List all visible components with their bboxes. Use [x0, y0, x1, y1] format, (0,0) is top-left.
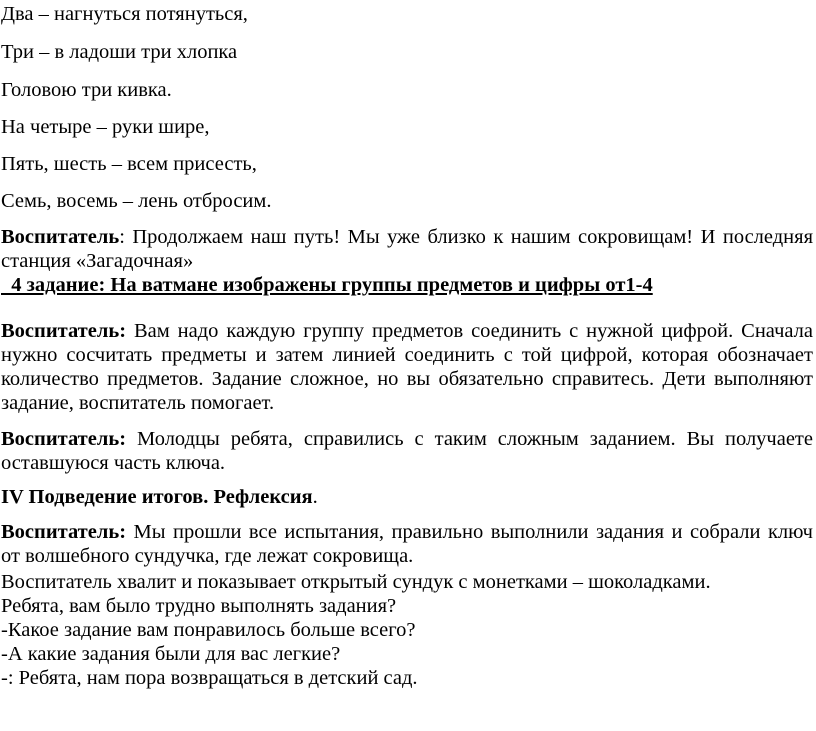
speaker-label: Воспитатель: [1, 428, 127, 450]
poem-line-5: Пять, шесть – всем присесть, [1, 153, 257, 175]
poem-line-3: Головою три кивка. [1, 79, 172, 101]
paragraph-text: Мы прошли все испытания, правильно выполнили задания и собрали ключ от волшебного сундучка, где лежат сокровища. [1, 521, 813, 567]
section-heading [1, 485, 318, 509]
closing-line-1: Воспитатель хвалит и показывает открытый сундук с монетками – шоколадками. [1, 571, 711, 593]
paragraph-text: Молодцы ребята, справились с таким сложным заданием. Вы получаете оставшуюся часть ключа. [1, 428, 813, 474]
paragraph-task-instructions [1, 319, 813, 415]
paragraph-summary [1, 520, 813, 568]
poem-line-6: Семь, восемь – лень отбросим. [1, 190, 272, 212]
section-title-dot: . [312, 486, 318, 508]
speaker-label: Воспитатель [1, 226, 120, 248]
speaker-label: Воспитатель: [1, 521, 127, 543]
paragraph-continue-journey [1, 225, 813, 273]
section-title: IV Подведение итогов. Рефлексия [1, 486, 313, 508]
paragraph-praise [1, 427, 813, 475]
poem-line-1: Два – нагнуться потянуться, [1, 3, 248, 25]
closing-line-3: -Какое задание вам понравилось больше всего? [1, 619, 416, 641]
closing-line-4: -А какие задания были для вас легкие? [1, 643, 341, 665]
closing-line-2: Ребята, вам было трудно выполнять задания? [1, 595, 397, 617]
speaker-label: Воспитатель: [1, 320, 127, 342]
poem-line-4: На четыре – руки шире, [1, 116, 210, 138]
closing-line-5: -: Ребята, нам пора возвращаться в детский сад. [1, 667, 418, 689]
poem-line-2: Три – в ладоши три хлопка [1, 41, 238, 63]
paragraph-text: : Продолжаем наш путь! Мы уже близко к нашим сокровищам! И последняя станция «Загадочная» [1, 226, 813, 272]
task-heading: 4 задание: На ватмане изображены группы предметов и цифры от1-4 [1, 274, 653, 296]
paragraph-text: Вам надо каждую группу предметов соединить с нужной цифрой. Сначала нужно сосчитать предметы и затем линией соединить с той цифрой, которая обозначает количество предметов. Задание сложное, но вы обязательно справитесь. Дети выполняют задание, воспитатель помогает. [1, 320, 813, 414]
